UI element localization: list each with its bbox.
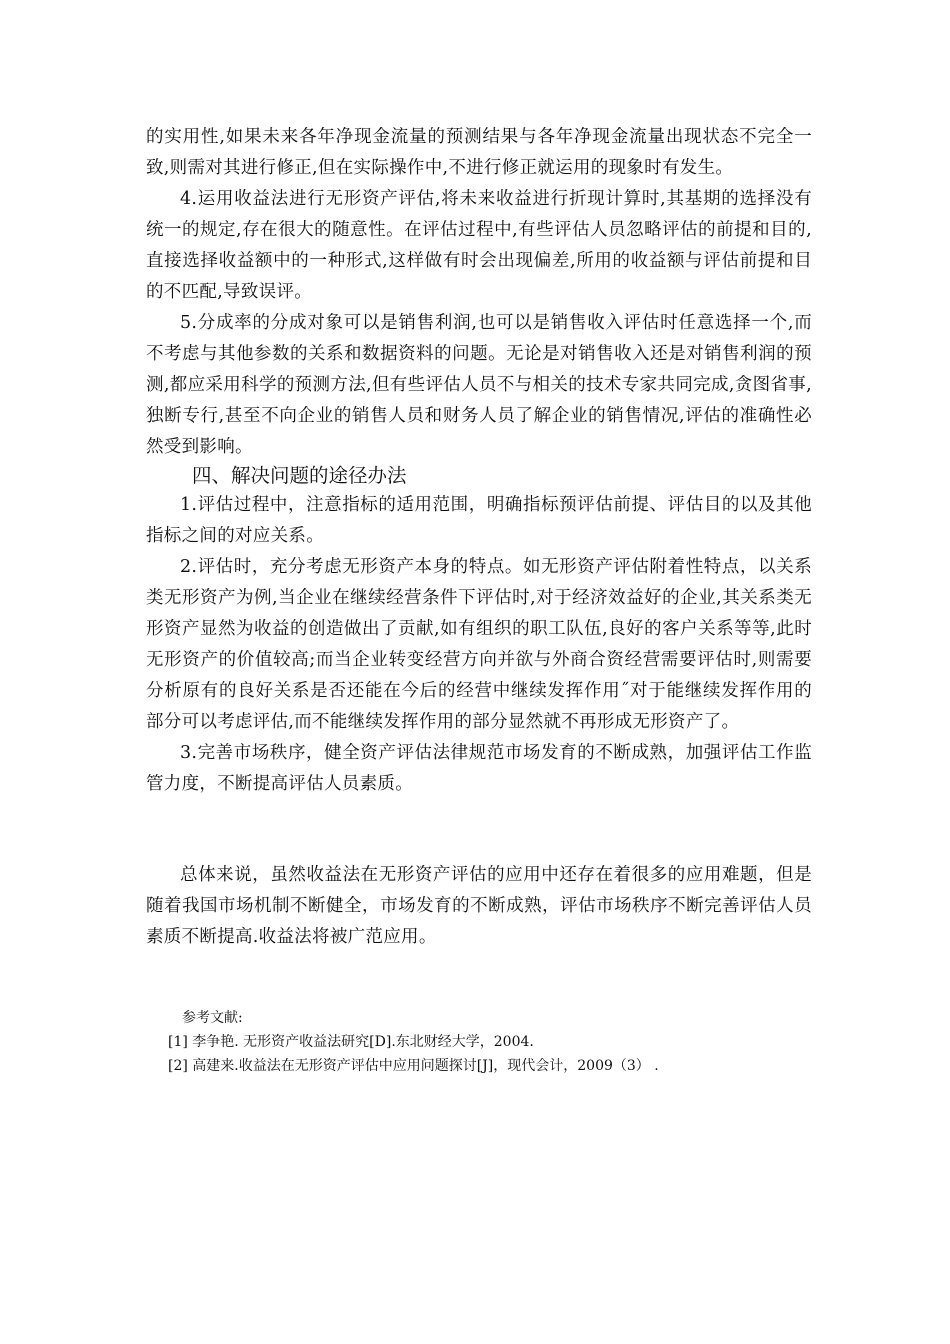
references-section [168, 1006, 808, 1078]
body-block-section4 [146, 490, 812, 800]
section-heading: 四、解决问题的途径办法 [192, 464, 407, 487]
paragraph-solution-3: 3.完善市场秩序，健全资产评估法律规范市场发育的不断成熟，加强评估工作监管力度，不断提高评估人员素质。 [146, 743, 812, 794]
body-block-conclusion [146, 860, 812, 953]
paragraph-item-4: 4.运用收益法进行无形资产评估,将未来收益进行折现计算时,其基期的选择没有统一的规定,存在很大的随意性。在评估过程中,有些评估人员忽略评估的前提和目的,直接选择收益额中的一种形式,这样做有时会出现偏差,所用的收益额与评估前提和目的不匹配,导致误评。 [146, 189, 812, 302]
reference-item: [2] 高建来.收益法在无形资产评估中应用问题探讨[J]，现代会计，2009（3） . [168, 1058, 659, 1074]
paragraph-continued: 的实用性,如果未来各年净现金流量的预测结果与各年净现金流量出现状态不完全一致,则需对其进行修正,但在实际操作中,不进行修正就运用的现象时有发生。 [146, 127, 812, 178]
references-title: 参考文献: [182, 1010, 243, 1026]
paragraph-solution-2: 2.评估时，充分考虑无形资产本身的特点。如无形资产评估附着性特点，以关系类无形资产为例,当企业在继续经营条件下评估时,对于经济效益好的企业,其关系类无形资产显然为收益的创造做出了贡献,如有组织的职工队伍,良好的客户关系等等,此时无形资产的价值较高;而当企业转变经营方向并欲与外商合资经营需要评估时,则需要分析原有的良好关系是否还能在今后的经营中继续发挥作用˝对于能继续发挥作用的部分可以考虑评估,而不能继续发挥作用的部分显然就不再形成无形资产了。 [146, 557, 812, 732]
paragraph-solution-1: 1.评估过程中，注意指标的适用范围，明确指标预评估前提、评估目的以及其他指标之间的对应关系。 [146, 495, 812, 546]
reference-item: [1] 李争艳. 无形资产收益法研究[D].东北财经大学，2004. [168, 1034, 534, 1050]
paragraph-conclusion: 总体来说，虽然收益法在无形资产评估的应用中还存在着很多的应用难题，但是随着我国市场机制不断健全，市场发育的不断成熟，评估市场秩序不断完善评估人员素质不断提高.收益法将被广范应用。 [146, 865, 812, 947]
paragraph-item-5: 5.分成率的分成对象可以是销售利润,也可以是销售收入评估时任意选择一个,而不考虑与其他参数的关系和数据资料的问题。无论是对销售收入还是对销售利润的预测,都应采用科学的预测方法,但有些评估人员不与相关的技术专家共同完成,贪图省事,独断专行,甚至不向企业的销售人员和财务人员了解企业的销售情况,评估的准确性必然受到影响。 [146, 313, 812, 457]
body-block-top [146, 122, 812, 463]
